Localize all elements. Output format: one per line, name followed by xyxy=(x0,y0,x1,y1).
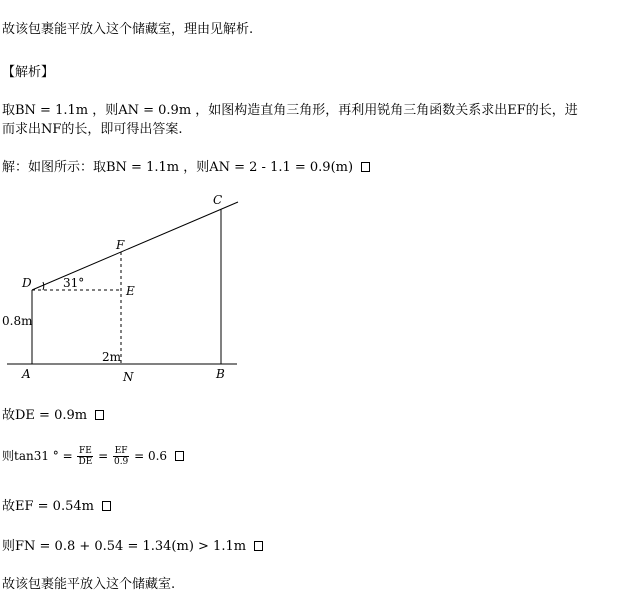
label-N: N xyxy=(123,370,134,384)
solution-step-4-text: 故EF = 0.54m xyxy=(2,499,99,514)
label-D: D xyxy=(22,276,32,290)
label-A: A xyxy=(22,367,31,381)
missing-glyph-icon xyxy=(95,410,104,420)
solution-step-2 xyxy=(2,404,104,423)
label-F: F xyxy=(116,238,125,252)
analysis-text-2: 而求出NF的长，即可得出答案. xyxy=(2,122,183,137)
solution-step-2-text: 故DE = 0.9m xyxy=(2,408,92,423)
fraction-fe-de-denominator: DE xyxy=(78,457,93,467)
fraction-ef-09 xyxy=(113,446,129,467)
solution-step-1 xyxy=(2,156,370,175)
geometry-diagram xyxy=(0,185,260,390)
missing-glyph-icon xyxy=(254,541,263,551)
missing-glyph-icon xyxy=(175,451,184,461)
fraction-ef-09-denominator: 0.9 xyxy=(113,457,129,467)
label-length-2m: 2m xyxy=(102,350,122,364)
solution-step-5-text: 则FN = 0.8 + 0.54 = 1.34(m) > 1.1m xyxy=(2,539,251,554)
angle-arc xyxy=(43,282,44,290)
fraction-ef-09-numerator: EF xyxy=(114,446,128,456)
label-E: E xyxy=(126,284,135,298)
analysis-heading: 【解析】 xyxy=(2,65,55,80)
solution-step-3 xyxy=(2,446,184,467)
answer-statement: 故该包裹能平放入这个储藏室，理由见解析. xyxy=(2,22,254,37)
analysis-text-1: 取BN = 1.1m ，则AN = 0.9m ，如图构造直角三角形，再利用锐角三角函数关系求出EF的长，进 xyxy=(2,103,578,118)
missing-glyph-icon xyxy=(102,501,111,511)
label-B: B xyxy=(216,367,225,381)
missing-glyph-icon xyxy=(361,162,370,172)
label-height-0.8m: 0.8m xyxy=(2,314,33,328)
label-C: C xyxy=(213,193,223,207)
fraction-fe-de-numerator: FE xyxy=(78,446,92,456)
conclusion: 故该包裹能平放入这个储藏室. xyxy=(2,577,176,592)
solution-step-5 xyxy=(2,535,263,554)
label-angle-31: 31° xyxy=(63,276,85,290)
tan-prefix: 则tan31 ° = xyxy=(2,449,77,463)
equals-sign: = xyxy=(94,449,112,463)
solution-step-1-text: 解：如图所示：取BN = 1.1m ，则AN = 2 - 1.1 = 0.9(m) xyxy=(2,160,358,175)
solution-step-4 xyxy=(2,495,111,514)
tan-result: = 0.6 xyxy=(130,449,171,463)
fraction-fe-de xyxy=(77,446,93,467)
